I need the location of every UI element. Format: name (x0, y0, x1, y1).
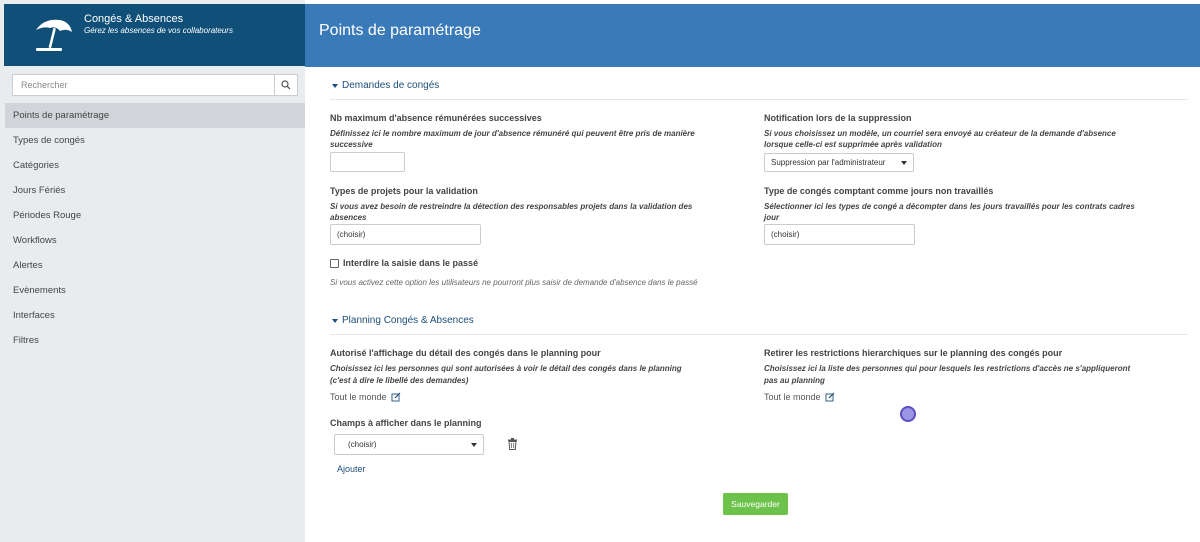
affichage-help-2: (c'est à dire le libellé des demandes) (330, 376, 469, 385)
sidebar-item-points-parametrage[interactable]: Points de paramétrage (5, 103, 305, 128)
section-divider (330, 99, 1188, 100)
types-projets-help-2: absences (330, 213, 367, 222)
types-projets-value: (choisir) (337, 230, 366, 239)
type-conges-help-1: Sélectionner ici les types de congé a décompter dans les jours travaillés pour les contrats cadres (764, 202, 1135, 211)
section-title-planning: Planning Congés & Absences (342, 315, 474, 326)
type-conges-label: Type de congés comptant comme jours non travaillés (764, 186, 994, 196)
nb-max-help-1: Définissez ici le nombre maximum de jour d'absence rémunéré qui peuvent être pris de manière (330, 129, 695, 138)
affichage-value-row[interactable] (330, 392, 401, 402)
type-conges-value: (choisir) (771, 230, 800, 239)
nb-max-help-2: successive (330, 140, 373, 149)
champs-select[interactable] (334, 434, 484, 455)
interdire-passe-checkbox[interactable] (330, 259, 339, 268)
type-conges-multiselect[interactable] (764, 224, 915, 245)
restrictions-value-row[interactable] (764, 392, 835, 402)
sidebar-item-evenements[interactable]: Evènements (13, 285, 66, 296)
sidebar-item-types-conges[interactable]: Types de congés (13, 135, 85, 146)
sidebar-nav (5, 103, 305, 353)
restrictions-value: Tout le monde (764, 392, 821, 402)
page-title: Points de paramétrage (319, 22, 481, 39)
interdire-passe-label[interactable]: Interdire la saisie dans le passé (343, 258, 479, 268)
dropdown-caret-icon (471, 443, 477, 447)
champs-select-value: (choisir) (348, 440, 377, 449)
dropdown-caret-icon (901, 161, 907, 165)
beach-umbrella-icon (30, 16, 74, 54)
sidebar-item-periodes-rouge[interactable]: Périodes Rouge (13, 210, 82, 221)
sidebar-item-filtres[interactable]: Filtres (13, 335, 39, 346)
edit-icon[interactable] (391, 392, 401, 402)
brand-title: Congés & Absences (84, 13, 184, 25)
caret-down-icon (332, 319, 338, 323)
notification-label: Notification lors de la suppression (764, 113, 912, 123)
edit-icon[interactable] (825, 392, 835, 402)
caret-down-icon (332, 84, 338, 88)
sidebar-item-jours-feries[interactable]: Jours Fériés (13, 185, 66, 196)
affichage-value: Tout le monde (330, 392, 387, 402)
brand-subtitle: Gérez les absences de vos collaborateurs (84, 26, 233, 35)
sidebar (0, 0, 305, 542)
type-conges-help-2: jour (764, 213, 780, 222)
add-field-link[interactable]: Ajouter (337, 464, 366, 474)
restrictions-help-1: Choisissez ici la liste des personnes qui pour lesquels les restrictions d'accès ne s'appliqueront (764, 364, 1131, 373)
trash-icon[interactable] (507, 438, 518, 450)
sidebar-item-workflows[interactable]: Workflows (13, 235, 57, 246)
search-box (12, 74, 298, 96)
brand-block[interactable] (4, 4, 305, 66)
restrictions-help-2: pas au planning (764, 376, 825, 385)
interdire-passe-row (330, 258, 478, 268)
affichage-label: Autorisé l'affichage du détail des congés dans le planning pour (330, 348, 601, 358)
notification-help-2: lorsque celle-ci est supprimée après validation (764, 140, 942, 149)
restrictions-label: Retirer les restrictions hierarchiques sur le planning des congés pour (764, 348, 1063, 358)
types-projets-label: Types de projets pour la validation (330, 186, 478, 196)
section-toggle-demandes[interactable] (332, 80, 439, 91)
nb-max-input[interactable] (330, 152, 405, 172)
page-header (305, 4, 1200, 67)
search-icon (281, 80, 291, 90)
section-title-demandes: Demandes de congés (342, 80, 440, 91)
sidebar-item-interfaces[interactable]: Interfaces (13, 310, 55, 321)
cursor-indicator (900, 406, 916, 422)
affichage-help-1: Choisissez ici les personnes qui sont autorisées à voir le détail des congés dans le planning (330, 364, 682, 373)
sidebar-item-categories[interactable]: Catégories (13, 160, 59, 171)
save-button[interactable]: Sauvegarder (723, 493, 788, 515)
champs-label: Champs à afficher dans le planning (330, 418, 482, 428)
nb-max-label: Nb maximum d'absence rémunérées successives (330, 113, 542, 123)
notification-select[interactable] (764, 153, 914, 172)
notification-help-1: Si vous choisissez un modèle, un courriel sera envoyé au créateur de la demande d'absence (764, 129, 1116, 138)
section-toggle-planning[interactable] (332, 315, 474, 326)
sidebar-item-alertes[interactable]: Alertes (13, 260, 43, 271)
section-divider (330, 334, 1188, 335)
types-projets-multiselect[interactable] (330, 224, 481, 245)
search-input[interactable] (13, 75, 275, 95)
notification-select-value: Suppression par l'administrateur (771, 158, 886, 167)
types-projets-help-1: Si vous avez besoin de restreindre la détection des responsables projets dans la validation des (330, 202, 693, 211)
search-button[interactable] (274, 75, 297, 95)
interdire-passe-note: Si vous activez cette option les utilisateurs ne pourront plus saisir de demande d'absence dans le passé (330, 278, 698, 287)
